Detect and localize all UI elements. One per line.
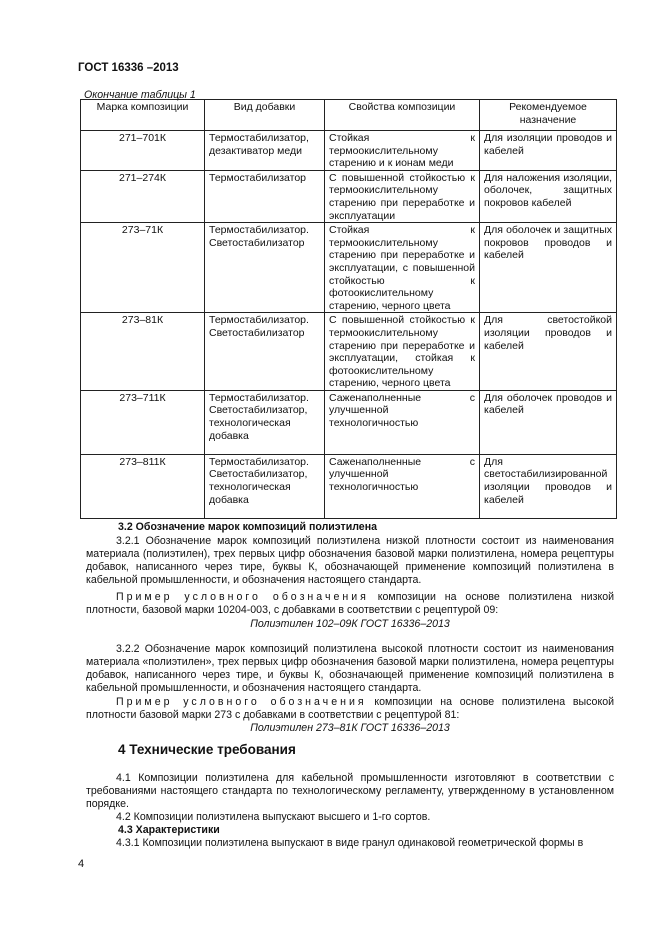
cell-mark: 273–711К — [81, 390, 205, 454]
cell-use: Для оболочек проводов и кабелей — [480, 390, 617, 454]
example-text: композиции на основе полиэтилена низкой плотности, базовой марки 10204-003, с добавками в соответствии с рецептурой 09: — [86, 591, 615, 616]
example-label: Пример условного обозначения — [116, 591, 369, 603]
example-label: Пример условного обозначения — [116, 696, 367, 708]
column-header: Свойства композиции — [325, 100, 480, 131]
section-3-2-title: 3.2 Обозначение марок композиций полиэтилена — [118, 521, 377, 533]
cell-use: Для светостабилизированной изоляции проводов и кабелей — [480, 454, 617, 518]
example-1-code: Полиэтилен 102–09К ГОСТ 16336–2013 — [250, 618, 450, 630]
cell-additive: Термостабилизатор. Светостабилизатор, технологическая добавка — [205, 390, 325, 454]
cell-mark: 271–701К — [81, 131, 205, 171]
table-row — [81, 313, 617, 391]
cell-use: Для светостойкой изоляции проводов и кабелей — [480, 313, 617, 391]
cell-properties: С повышенной стойкостью к термоокислительному старению при переработке и эксплуатации, стойкая к фотоокислительному старению, черного цвета — [325, 313, 480, 391]
table-row — [81, 223, 617, 313]
paragraph-4-3-1: 4.3.1 Композиции полиэтилена выпускают в виде гранул одинаковой геометрической формы в — [116, 837, 584, 849]
table-header-row — [81, 100, 617, 131]
example-2-code: Полиэтилен 273–81К ГОСТ 16336–2013 — [250, 722, 450, 734]
cell-additive: Термостабилизатор. Светостабилизатор — [205, 313, 325, 391]
example-1 — [86, 591, 614, 617]
cell-additive: Термостабилизатор. Светостабилизатор — [205, 223, 325, 313]
cell-use: Для оболочек и защитных покровов проводов и кабелей — [480, 223, 617, 313]
paragraph-4-3: 4.3 Характеристики — [118, 824, 220, 836]
example-text: композиции на основе полиэтилена высокой плотности базовой марки 273 с добавками в соответствии с рецептурой 81: — [86, 696, 615, 721]
cell-mark: 273–811К — [81, 454, 205, 518]
table-row — [81, 454, 617, 518]
cell-properties: Стойкая к термоокислительному старению при переработке и эксплуатации, с повышенной стойкостью к фотоокислительному старению, черного цвета — [325, 223, 480, 313]
cell-mark: 271–274К — [81, 170, 205, 222]
cell-mark: 273–71К — [81, 223, 205, 313]
paragraph-3-2-1: 3.2.1 Обозначение марок композиций полиэтилена низкой плотности состоит из наименования материала (полиэтилен), трех первых цифр обозначения базовой марки полиэтилена, номера рецептуры добавок, написанного через тире, буквы К, обозначающей применение композиций полиэтилена в кабельной промышленности, и обозначения настоящего стандарта. — [86, 535, 614, 586]
cell-use: Для наложения изоляции, оболочек, защитных покровов кабелей — [480, 170, 617, 222]
example-2 — [86, 696, 614, 722]
paragraph-4-2: 4.2 Композиции полиэтилена выпускают высшего и 1-го сортов. — [116, 811, 431, 823]
section-4-title: 4 Технические требования — [118, 742, 296, 757]
cell-additive: Термостабилизатор, дезактиватор меди — [205, 131, 325, 171]
cell-properties: С повышенной стойкостью к термоокислительному старению при переработке и эксплуатации — [325, 170, 480, 222]
page-number: 4 — [78, 858, 85, 870]
paragraph-4-1: 4.1 Композиции полиэтилена для кабельной промышленности изготовляют в соответствии с требованиями настоящего стандарта по технологическому регламенту, утвержденному в установленном порядке. — [86, 772, 614, 810]
cell-additive: Термостабилизатор — [205, 170, 325, 222]
composition-table — [80, 99, 617, 519]
table-row — [81, 170, 617, 222]
cell-additive: Термостабилизатор. Светостабилизатор, технологическая добавка — [205, 454, 325, 518]
cell-properties: Саженаполненные с улучшенной технологичностью — [325, 390, 480, 454]
column-header: Марка композиции — [81, 100, 205, 131]
column-header: Рекомендуемое назначение — [480, 100, 617, 131]
cell-mark: 273–81К — [81, 313, 205, 391]
cell-properties: Саженаполненные с улучшенной технологичностью — [325, 454, 480, 518]
cell-properties: Стойкая к термоокислительному старению и к ионам меди — [325, 131, 480, 171]
column-header: Вид добавки — [205, 100, 325, 131]
table-row — [81, 390, 617, 454]
table-caption: Окончание таблицы 1 — [84, 89, 196, 101]
paragraph-3-2-2: 3.2.2 Обозначение марок композиций полиэтилена высокой плотности состоит из наименования материала «полиэтилен», трех первых цифр обозначения базовой марки полиэтилена, номера рецептуры добавок, написанного через тире, и буквы К, обозначающей применение композиций полиэтилена в кабельной промышленности, и обозначения настоящего стандарта. — [86, 643, 614, 694]
document-header: ГОСТ 16336 –2013 — [78, 62, 179, 74]
cell-use: Для изоляции проводов и кабелей — [480, 131, 617, 171]
table-row — [81, 131, 617, 171]
